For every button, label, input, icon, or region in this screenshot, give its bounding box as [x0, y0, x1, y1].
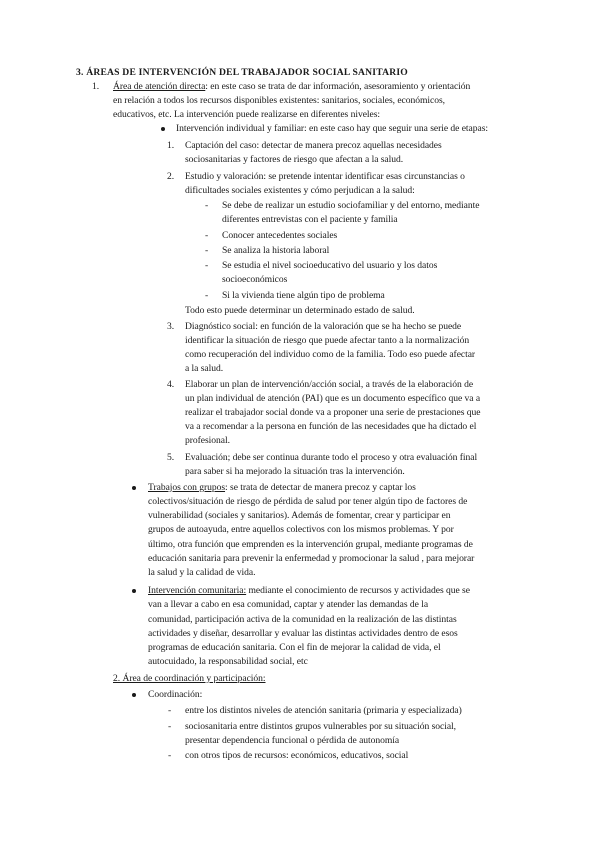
dash-marker: -: [168, 750, 172, 761]
step-text: para saber si ha mejorado la situación tras la intervención.: [185, 466, 405, 477]
paragraph-line: grupos de autoayuda, entre aquellos colectivos con los mismos problemas. Y por: [148, 524, 454, 535]
dash-marker: -: [168, 705, 172, 716]
dash-marker: -: [205, 200, 209, 211]
paragraph-line: van a llevar a cabo en esa comunidad, captar y atender las demandas de la: [148, 599, 429, 610]
paragraph-line: actividades y diseñar, desarrollar y evaluar las distintas actividades dentro de esos: [148, 628, 458, 639]
dash-marker: -: [205, 260, 209, 271]
step-text: Evaluación; debe ser continua durante todo el proceso y otra evaluación final: [185, 452, 478, 463]
paragraph-line: la salud y la calidad de vida.: [148, 567, 256, 578]
paragraph-line: programas de educación sanitaria. Con el fin de mejorar la calidad de vida, el: [148, 642, 441, 653]
step-text: va a recomendar a la persona en función de las necesidades que ha dictado el: [185, 421, 477, 432]
paragraph-line: [148, 481, 416, 495]
dash-item-text: sociosanitaria entre distintos grupos vulnerables por su situación social,: [185, 721, 456, 732]
section-title: 3. ÁREAS DE INTERVENCIÓN DEL TRABAJADOR SOCIAL SANITARIO: [76, 67, 408, 78]
subsection-heading: Área de atención directa: [113, 81, 206, 92]
step-text: Estudio y valoración: se pretende intentar identificar esas circunstancias o: [185, 171, 465, 182]
bullet-icon: [132, 693, 136, 697]
dash-item-text: Se analiza la historia laboral: [222, 245, 330, 256]
dash-item-text: Se estudia el nivel socioeducativo del usuario y los datos: [222, 260, 438, 271]
dash-item-text: Si la vivienda tiene algún tipo de problema: [222, 290, 385, 301]
step-text: dificultades sociales existentes y cómo perjudican a la salud:: [185, 185, 415, 196]
step-number: 2.: [167, 171, 175, 182]
bullet-icon: [161, 127, 165, 131]
bullet-heading: Trabajos con grupos: [148, 482, 226, 493]
step-text: un plan individual de atención (PAI) que es un documento específico que va a: [185, 393, 481, 404]
dash-marker: -: [205, 245, 209, 256]
step-text: Diagnóstico social: en función de la valoración que se ha hecho se puede: [185, 321, 462, 332]
bullet-icon: [132, 589, 136, 593]
step-text: realizar el trabajador social donde va a proponer una serie de prestaciones que: [185, 407, 481, 418]
bullet-text: Coordinación:: [148, 689, 203, 700]
dash-item-text: entre los distintos niveles de atención sanitaria (primaria y especializada): [185, 705, 462, 716]
bullet-heading: Intervención comunitaria:: [148, 585, 247, 596]
step-text: Elaborar un plan de intervención/acción social, a través de la elaboración de: [185, 379, 474, 390]
dash-marker: -: [168, 721, 172, 732]
dash-item-text: socioeconómicos: [222, 274, 288, 285]
paragraph-line: colectivos/situación de riesgo de pérdida de salud por tener algún tipo de factores de: [148, 496, 468, 507]
text-span: : se trata de detectar de manera precoz y captar los: [225, 482, 416, 493]
subsection-heading: 2. Área de coordinación y participación:: [113, 673, 266, 684]
step-number: 3.: [167, 321, 175, 332]
dash-item-text: diferentes entrevistas con el paciente y familia: [222, 214, 398, 225]
paragraph-line: vulnerabilidad (sociales y sanitarios). Además de fomentar, crear y participar en: [148, 510, 451, 521]
dash-item-text: con otros tipos de recursos: económicos, educativos, social: [185, 750, 409, 761]
step-number: 1.: [167, 140, 175, 151]
paragraph-line: educativos, etc. La intervención puede realizarse en diferentes niveles:: [113, 109, 381, 120]
dash-marker: -: [205, 290, 209, 301]
step-number: 5.: [167, 452, 175, 463]
paragraph-line: último, otra función que emprenden es la intervención grupal, mediante programas de: [148, 539, 473, 550]
step-number: 4.: [167, 379, 175, 390]
bullet-icon: [132, 486, 136, 490]
paragraph-line: comunidad, participación activa de la comunidad en la realización de las distintas: [148, 614, 457, 625]
text-span: mediante el conocimiento de recursos y actividades que se: [246, 585, 470, 596]
list-number: 1.: [92, 81, 100, 92]
paragraph-line: [148, 584, 470, 598]
step-text: profesional.: [185, 435, 230, 446]
step-text: Captación del caso: detectar de manera precoz aquellas necesidades: [185, 140, 442, 151]
text-span: : en este caso se trata de dar información, asesoramiento y orientación: [205, 81, 471, 92]
bullet-text: Intervención individual y familiar: en este caso hay que seguir una serie de etapas:: [176, 123, 489, 134]
dash-item-text: Se debe de realizar un estudio sociofamiliar y del entorno, mediante: [222, 200, 480, 211]
note-text: Todo esto puede determinar un determinado estado de salud.: [185, 305, 415, 316]
step-text: a la salud.: [185, 363, 224, 374]
paragraph-line: en relación a todos los recursos disponibles existentes: sanitarios, sociales, económicos,: [113, 95, 446, 106]
paragraph-line: autocuidado, la responsabilidad social, etc: [148, 656, 308, 667]
dash-item-text: Conocer antecedentes sociales: [222, 230, 338, 241]
paragraph-line: [113, 80, 470, 94]
dash-marker: -: [205, 230, 209, 241]
step-text: como recuperación del individuo como de la familia. Todo eso puede afectar: [185, 349, 476, 360]
dash-item-text: presentar dependencia funcional o pérdida de autonomía: [185, 735, 400, 746]
step-text: sociosanitarias y factores de riesgo que afectan a la salud.: [185, 154, 404, 165]
paragraph-line: educación sanitaria para prevenir la enfermedad y promocionar la salud , para mejorar: [148, 553, 475, 564]
step-text: identificar la situación de riesgo que puede afectar tanto a la normalización: [185, 335, 470, 346]
